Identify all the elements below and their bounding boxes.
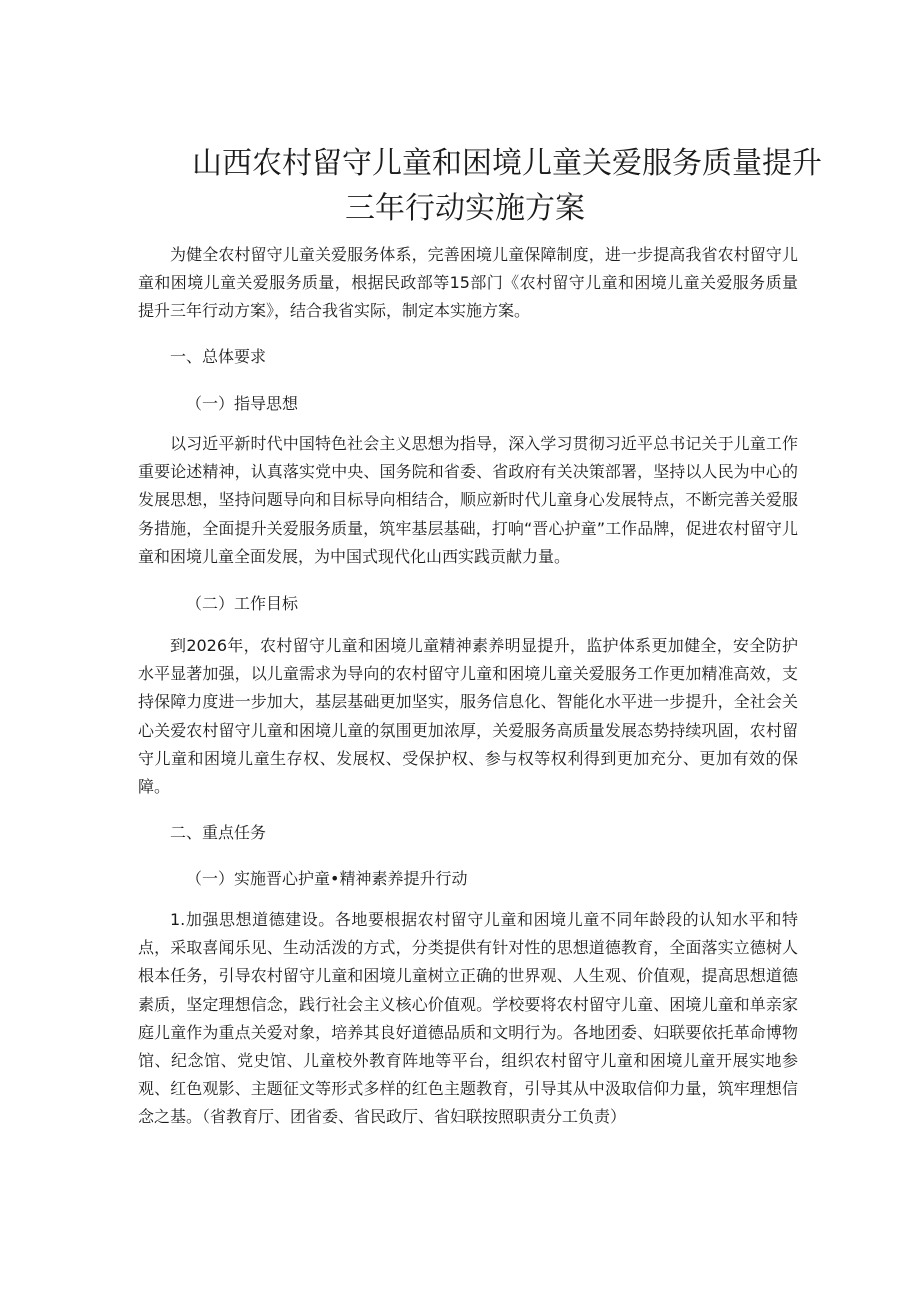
subsection-heading: （二）工作目标 [186, 594, 299, 613]
subsection-heading: （一）实施晋心护童•精神素养提升行动 [186, 869, 468, 888]
subsection-heading: （一）指导思想 [186, 394, 299, 413]
section-1-heading-block [138, 343, 798, 371]
document-title-line-2: 三年行动实施方案 [345, 191, 585, 226]
document-title-line-1: 山西农村留守儿童和困境儿童关爱服务质量提升 [192, 146, 822, 181]
body-paragraph: 以习近平新时代中国特色社会主义思想为指导，深入学习贯彻习近平总书记关于儿童工作重要论述精神，认真落实党中央、国务院和省委、省政府有关决策部署，坚持以人民为中心的发展思想，坚持问题导向和目标导向相结合，顺应新时代儿童身心发展特点，不断完善关爱服务措施，全面提升关爱服务质量，筑牢基层基础，打响“晋心护童”工作品牌，促进农村留守儿童和困境儿童全面发展，为中国式现代化山西实践贡献力量。 [138, 434, 798, 566]
intro-block [138, 241, 798, 326]
subsection-1-2-heading-block [138, 590, 798, 618]
numbered-item-paragraph: 1.加强思想道德建设。各地要根据农村留守儿童和困境儿童不同年龄段的认知水平和特点，采取喜闻乐见、生动活泼的方式，分类提供有针对性的思想道德教育，全面落实立德树人根本任务，引导农村留守儿童和困境儿童树立正确的世界观、人生观、价值观，提高思想道德素质，坚定理想信念，践行社会主义核心价值观。学校要将农村留守儿童、困境儿童和单亲家庭儿童作为重点关爱对象，培养其良好道德品质和文明行为。各地团委、妇联要依托革命博物馆、纪念馆、党史馆、儿童校外教育阵地等平台，组织农村留守儿童和困境儿童开展实地参观、红色观影、主题征文等形式多样的红色主题教育，引导其从中汲取信仰力量，筑牢理想信念之基。（省教育厅、团省委、省民政厅、省妇联按照职责分工负责） [138, 910, 798, 1127]
body-paragraph: 到2026年，农村留守儿童和困境儿童精神素养明显提升，监护体系更加健全，安全防护水平显著加强，以儿童需求为导向的农村留守儿童和困境儿童关爱服务工作更加精准高效，支持保障力度进一步加大，基层基础更加坚实，服务信息化、智能化水平进一步提升，全社会关心关爱农村留守儿童和困境儿童的氛围更加浓厚，关爱服务高质量发展态势持续巩固，农村留守儿童和困境儿童生存权、发展权、受保护权、参与权等权利得到更加充分、更加有效的保障。 [138, 636, 798, 797]
section-heading: 二、重点任务 [170, 823, 267, 842]
section-heading: 一、总体要求 [170, 347, 267, 366]
subsection-1-1-body-block [138, 430, 798, 571]
section-2-heading-block [138, 819, 798, 847]
intro-paragraph: 为健全农村留守儿童关爱服务体系，完善困境儿童保障制度，进一步提高我省农村留守儿童和困境儿童关爱服务质量，根据民政部等15部门《农村留守儿童和困境儿童关爱服务质量提升三年行动方案》，结合我省实际，制定本实施方案。 [138, 245, 798, 321]
subsection-2-1-heading-block [138, 865, 798, 893]
subsection-1-2-body-block [138, 632, 798, 801]
subsection-2-1-item-1-block [138, 906, 798, 1132]
subsection-1-1-heading-block [138, 390, 798, 418]
